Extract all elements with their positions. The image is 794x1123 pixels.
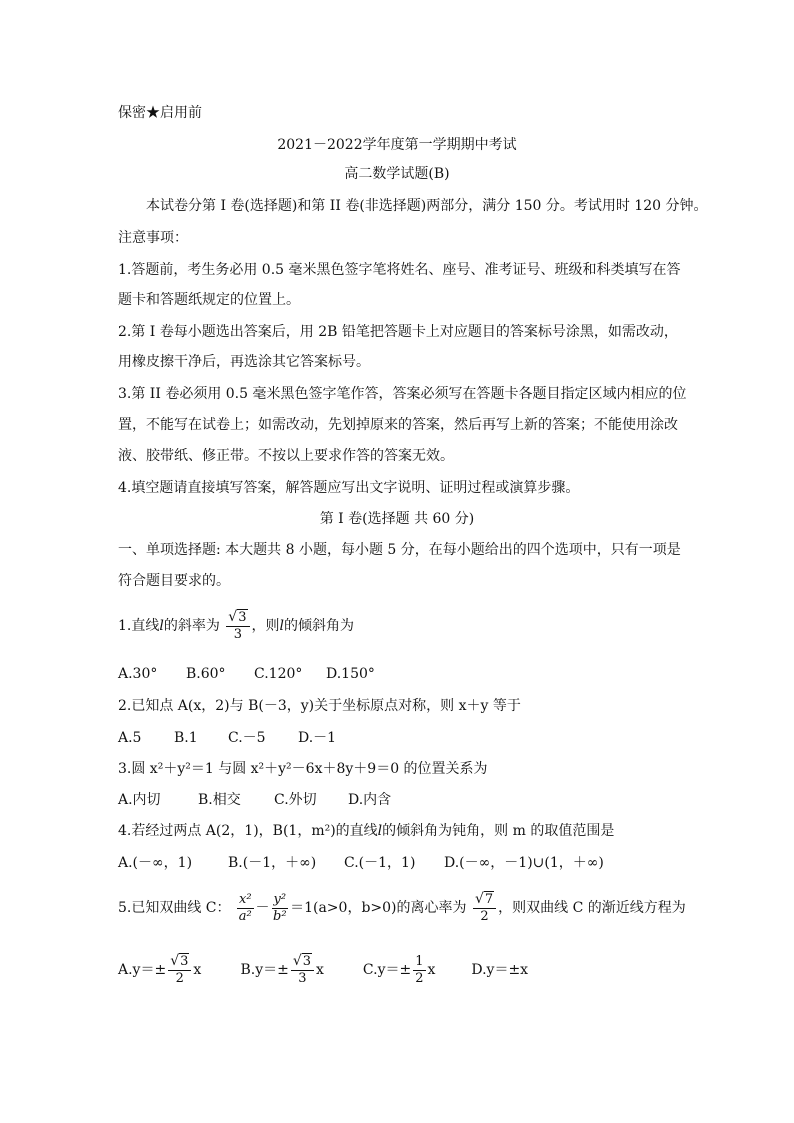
q5-option-d: D.y＝±x — [471, 962, 529, 978]
q5-f1-den: a² — [238, 908, 252, 924]
q1-mid: 的斜率为 — [163, 618, 220, 634]
q5-prefix: 5.已知双曲线 C： — [118, 900, 231, 916]
q5-option-a-label: A.y＝± — [118, 962, 167, 978]
notice-heading: 注意事项： — [118, 230, 188, 246]
q5-option-c-fraction — [413, 954, 425, 987]
q5-e-den: 2 — [480, 909, 489, 924]
q5-suffix: ，则双曲线 C 的渐近线方程为 — [498, 900, 686, 916]
notice-item-3-line-1: 3.第 II 卷必须用 0.5 毫米黑色签字笔作答，答案必须写在答题卡各题目指定区域内相应的位 — [118, 386, 687, 402]
q5-option-a-den: 2 — [175, 971, 184, 986]
question-5-options — [118, 950, 528, 990]
q5-option-b-tail: x — [316, 962, 324, 978]
question-1-options — [118, 665, 375, 683]
q1-option-c: C.120° — [254, 666, 303, 682]
q1-prefix: 1.直线 — [118, 618, 160, 634]
q5-f2-den: b² — [273, 908, 287, 924]
q5-option-c-num: 1 — [415, 953, 424, 969]
q5-option-c-tail: x — [427, 962, 436, 978]
q3-option-d: D.内含 — [348, 792, 392, 808]
q5-fraction-x — [237, 892, 254, 925]
q5-option-a-fraction: $\frac{√3}{2}$ — [168, 953, 191, 987]
q1-option-a: A.30° — [118, 666, 158, 682]
q5-f2-num: y² — [273, 891, 287, 907]
q5-option-b-fraction: $\frac{√3}{3}$ — [291, 953, 314, 987]
q1-suffix-a: ，则 — [251, 618, 280, 634]
q5-minus: － — [255, 900, 270, 916]
notice-item-3-line-3: 液、胶带纸、修正带。不按以上要求作答的答案无效。 — [118, 448, 454, 464]
q5-fraction-y — [272, 892, 289, 925]
intro-text: 本试卷分第 I 卷(选择题)和第 II 卷(非选择题)两部分，满分 150 分。考试用时 120 分钟。 — [146, 198, 708, 214]
q5-option-b-den: 3 — [298, 971, 307, 986]
q5-e-num: 7 — [484, 892, 494, 907]
question-3-options — [118, 791, 391, 809]
confidential-label: 保密★启用前 — [118, 105, 202, 121]
q5-eq: ＝1(a>0，b>0)的离心率为 — [290, 900, 467, 916]
q1-option-b: B.60° — [186, 666, 226, 682]
section-1-instruction-line-1: 一、单项选择题: 本大题共 8 小题，每小题 5 分，在每小题给出的四个选项中，只有一项是 — [118, 542, 681, 558]
notice-item-1-line-2: 题卡和答题纸规定的位置上。 — [118, 292, 300, 308]
notice-item-2-line-1: 2.第 I 卷每小题选出答案后，用 2B 铅笔把答题卡上对应题目的答案标号涂黑，如需改动， — [118, 324, 678, 340]
q4-text-b: 的倾斜角为钝角，则 m 的取值范围是 — [382, 823, 615, 839]
q1-frac-num: 3 — [238, 610, 247, 625]
q4-option-d: D.(－∞，－1)∪(1，＋∞) — [444, 855, 604, 871]
q2-option-b: B.1 — [174, 730, 198, 746]
q1-frac-den: 3 — [233, 627, 243, 642]
q5-option-b — [240, 950, 358, 990]
q4-text-a: 4.若经过两点 A(2，1)，B(1，m²)的直线 — [118, 823, 378, 839]
question-4 — [118, 822, 614, 840]
q3-option-b: B.相交 — [198, 792, 241, 808]
q3-option-c: C.外切 — [274, 792, 317, 808]
q5-option-c-label: C.y＝± — [362, 962, 412, 978]
q2-option-d: D.－1 — [298, 730, 337, 746]
q1-suffix-b: 的倾斜角为 — [283, 618, 354, 634]
q2-option-c: C.－5 — [228, 730, 266, 746]
notice-item-4: 4.填空题请直接填写答案，解答题应写出文字说明、证明过程或演算步骤。 — [118, 480, 580, 496]
q4-option-c: C.(－1，1) — [344, 855, 416, 871]
section-1-title: 第 I 卷(选择题 共 60 分) — [319, 511, 475, 527]
q5-option-a-num: 3 — [180, 954, 189, 969]
q5-option-b-label: B.y＝± — [240, 962, 289, 978]
q1-var-l-2: l — [279, 618, 284, 634]
subject-title: 高二数学试题(B) — [344, 166, 450, 182]
exam-title: 2021－2022学年度第一学期期中考试 — [277, 137, 517, 153]
question-1 — [118, 606, 354, 646]
question-2: 2.已知点 A(x，2)与 B(－3，y)关于坐标原点对称，则 x＋y 等于 — [118, 698, 521, 714]
q1-option-d: D.150° — [326, 666, 375, 682]
q2-option-a: A.5 — [118, 730, 142, 746]
q4-var-l: l — [377, 823, 383, 839]
q5-option-a — [118, 950, 236, 990]
q1-var-l: l — [159, 618, 164, 634]
question-5 — [118, 886, 686, 930]
q4-option-a: A.(－∞，1) — [118, 855, 193, 871]
q4-option-b: B.(－1，＋∞) — [228, 855, 317, 871]
q5-f1-num: x² — [238, 891, 252, 907]
q5-option-a-tail: x — [193, 962, 202, 978]
question-3: 3.圆 x²＋y²＝1 与圆 x²＋y²－6x＋8y＋9＝0 的位置关系为 — [118, 761, 488, 777]
q3-option-a: A.内切 — [118, 792, 161, 808]
notice-item-2-line-2: 用橡皮擦干净后，再选涂其它答案标号。 — [118, 354, 370, 370]
section-1-instruction-line-2: 符合题目要求的。 — [118, 573, 230, 589]
q5-eccentricity-fraction: $\frac{√7}{2}$ — [473, 891, 496, 925]
q5-option-c-den: 2 — [415, 970, 424, 986]
q5-option-b-num: 3 — [302, 954, 312, 969]
notice-item-1-line-1: 1.答题前，考生务必用 0.5 毫米黑色签字笔将姓名、座号、准考证号、班级和科类填写在答 — [118, 262, 681, 278]
question-2-options — [118, 729, 336, 747]
question-4-options — [118, 854, 604, 872]
notice-item-3-line-2: 置，不能写在试卷上；如需改动，先划掉原来的答案，然后再写上新的答案；不能使用涂改 — [118, 417, 678, 433]
q1-slope-fraction: $\frac{√3}{3}$ — [226, 609, 249, 643]
q5-option-c — [363, 950, 467, 990]
